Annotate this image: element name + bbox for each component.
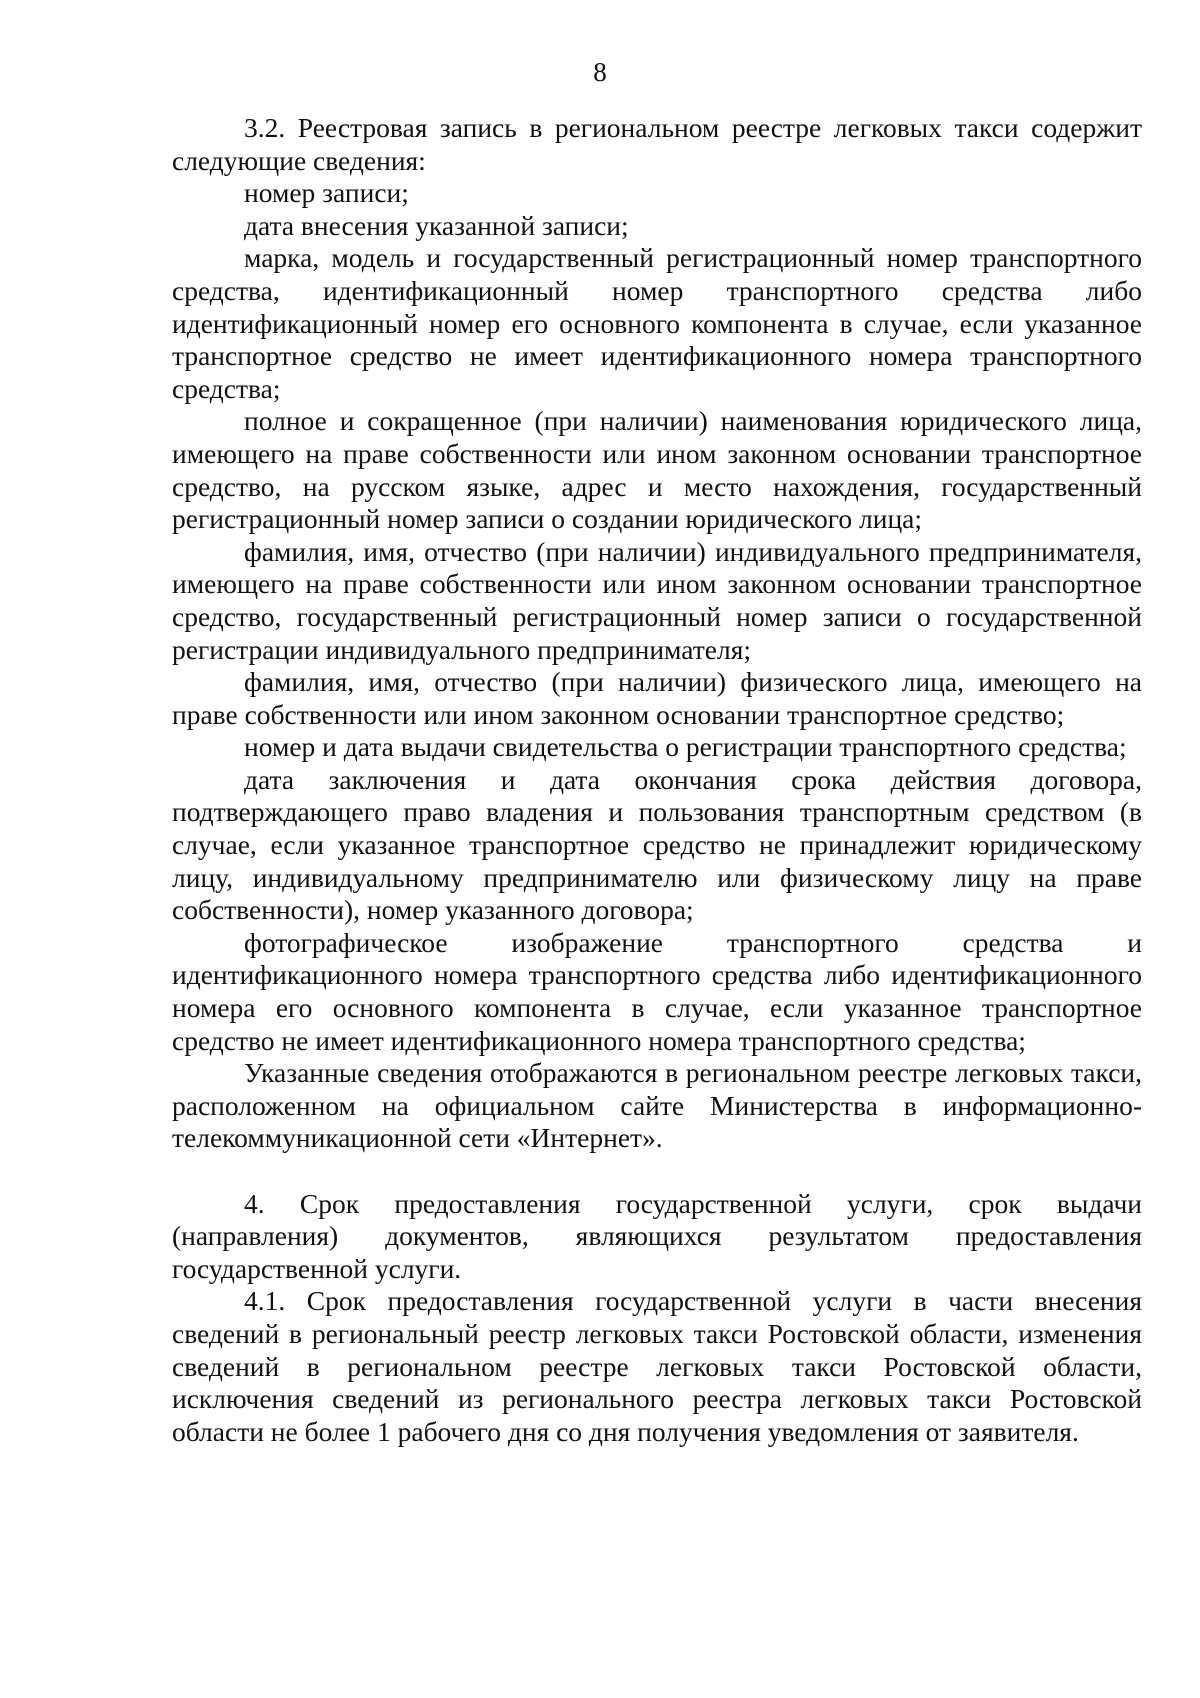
paragraph-entrepreneur: фамилия, имя, отчество (при наличии) индивидуального предпринимателя, имеющего на праве собственности или ином законном основании транспортное средство, государственный регистрационный номер записи о государственной регистрации индивидуального предпринимателя; [172, 535, 1142, 665]
paragraph-3-2: 3.2. Реестровая запись в региональном реестре легковых такси содержит следующие сведения: [172, 112, 1142, 176]
paragraph-photo: фотографическое изображение транспортного средства и идентификационного номера транспортного средства либо идентификационного номера его основного компонента в случае, если указанное транспортное средство не имеет идентификационного номера транспортного средства; [172, 926, 1142, 1056]
paragraph-record-number: номер записи; [244, 177, 409, 209]
paragraph-4-1: 4.1. Срок предоставления государственной услуги в части внесения сведений в региональный реестр легковых такси Ростовской области, изменения сведений в региональном реестре легковых такси Ростовской области, исключения сведений из регионального реестра легковых такси Ростовской области не более 1 рабочего дня со дня получения уведомления от заявителя. [172, 1285, 1142, 1447]
paragraph-vehicle-make: марка, модель и государственный регистрационный номер транспортного средства, идентификационный номер транспортного средства либо идентификационный номер его основного компонента в случае, если указанное транспортное средство не имеет идентификационного номера транспортного средства; [172, 242, 1142, 404]
page-number: 8 [593, 57, 607, 87]
paragraph-registration-certificate: номер и дата выдачи свидетельства о регистрации транспортного средства; [244, 731, 1127, 763]
paragraph-display-info: Указанные сведения отображаются в региональном реестре легковых такси, расположенном на официальном сайте Министерства в информационно-телекоммуникационной сети «Интернет». [172, 1057, 1142, 1154]
paragraph-individual: фамилия, имя, отчество (при наличии) физического лица, имеющего на праве собственности или ином законном основании транспортное средство; [172, 666, 1142, 730]
paragraph-record-date: дата внесения указанной записи; [244, 209, 629, 241]
document-body [172, 112, 1142, 1448]
section-4-heading: 4. Срок предоставления государственной услуги, срок выдачи (направления) документов, являющихся результатом предоставления государственной услуги. [172, 1187, 1142, 1284]
paragraph-legal-entity: полное и сокращенное (при наличии) наименования юридического лица, имеющего на праве собственности или ином законном основании транспортное средство, на русском языке, адрес и место нахождения, государственный регистрационный номер записи о создании юридического лица; [172, 405, 1142, 535]
paragraph-contract: дата заключения и дата окончания срока действия договора, подтверждающего право владения и пользования транспортным средством (в случае, если указанное транспортное средство не принадлежит юридическому лицу, индивидуальному предпринимателю или физическому лицу на праве собственности), номер указанного договора; [172, 763, 1142, 926]
